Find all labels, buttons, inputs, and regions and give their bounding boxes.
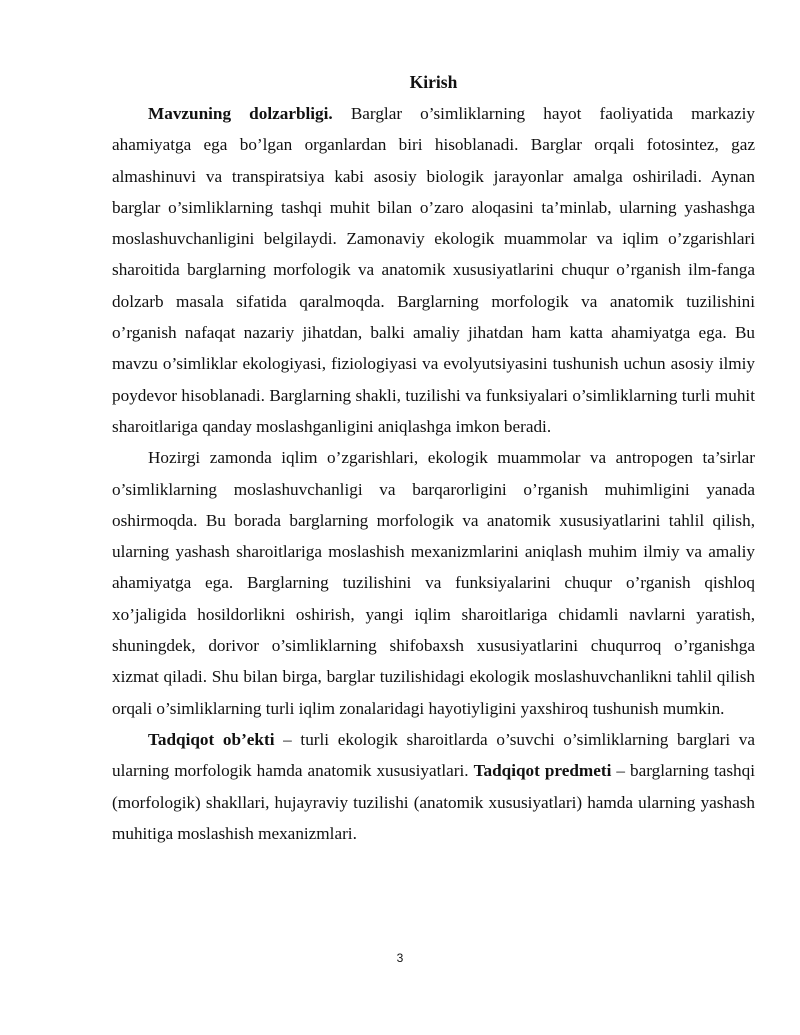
document-page (112, 70, 755, 849)
relevance-text: Barglar o’simliklarning hayot faoliyatida markaziy ahamiyatga ega bo’lgan organlardan biri hisoblanadi. Barglar orqali fotosintez, gaz almashinuvi va transpiratsiya kabi asosiy biologik jarayonlar amalga oshiriladi. Aynan barglar o’simliklarning tashqi muhit bilan o’zaro aloqasini ta’minlab, ularning yashashga moslashuvchanligini belgilaydi. Zamonaviy ekologik muammolar va iqlim o’zgarishlari sharoitida barglarning morfologik va anatomik xususiyatlarini chuqur o’rganish ilm-fanga dolzarb masala sifatida qaralmoqda. Barglarning morfologik va anatomik tuzilishini o’rganish nafaqat nazariy jihatdan, balki amaliy jihatdan ham katta ahamiyatga ega. Bu mavzu o’simliklar ekologiyasi, fiziologiyasi va evolyutsiyasini tushunish uchun asosiy ilmiy poydevor hisoblanadi. Barglarning shakli, tuzilishi va funksiyalari o’simliklarning turli muhit sharoitlariga qanday moslashganligini aniqlashga imkon beradi. (112, 104, 756, 436)
relevance-heading: Mavzuning dolzarbligi. (148, 104, 333, 123)
paragraph-object-subject (112, 724, 755, 849)
page-number: 3 (396, 951, 404, 965)
research-object-heading: Tadqiqot ob’ekti (148, 729, 275, 749)
context-text: Hozirgi zamonda iqlim o’zgarishlari, ekologik muammolar va antropogen ta’sirlar o’simliklarning moslashuvchanligi va barqarorligini o’rganish muhimligini yanada oshirmoqda. Bu borada barglarning morfologik va anatomik xususiyatlarini tahlil qilish, ularning yashash sharoitlariga moslashish mexanizmlarini aniqlash muhim ilmiy va amaliy ahamiyatga ega. Barglarning tuzilishini va funksiyalarini chuqur o’rganish qishloq xo’jaligida hosildorlikni oshirish, yangi iqlim sharoitlariga chidamli navlarni yaratish, shuningdek, dorivor o’simliklarning shifobaxsh xususiyatlarini chuqurroq o’rganishga xizmat qiladi. Shu bilan birga, barglar tuzilishidagi ekologik moslashuvchanlikni tahlil qilish orqali o’simliklarning turli iqlim zonalaridagi hayotiyligini yaxshiroq tushunish mumkin. (112, 448, 755, 718)
paragraph-context (112, 442, 755, 724)
research-subject-heading: Tadqiqot predmeti (473, 761, 612, 781)
paragraph-relevance (112, 98, 755, 442)
section-title: Kirish (409, 72, 458, 92)
research-object-text: – turli ekologik sharoitlarda o’suvchi o’simliklarning barglari va ularning morfologik hamda anatomik xususiyatlari. (112, 729, 755, 781)
research-subject-text: – barglarning tashqi (morfologik) shakllari, hujayraviy tuzilishi (anatomik xususiyatlari) hamda ularning yashash muhitiga moslashish mexanizmlari. (112, 761, 755, 843)
